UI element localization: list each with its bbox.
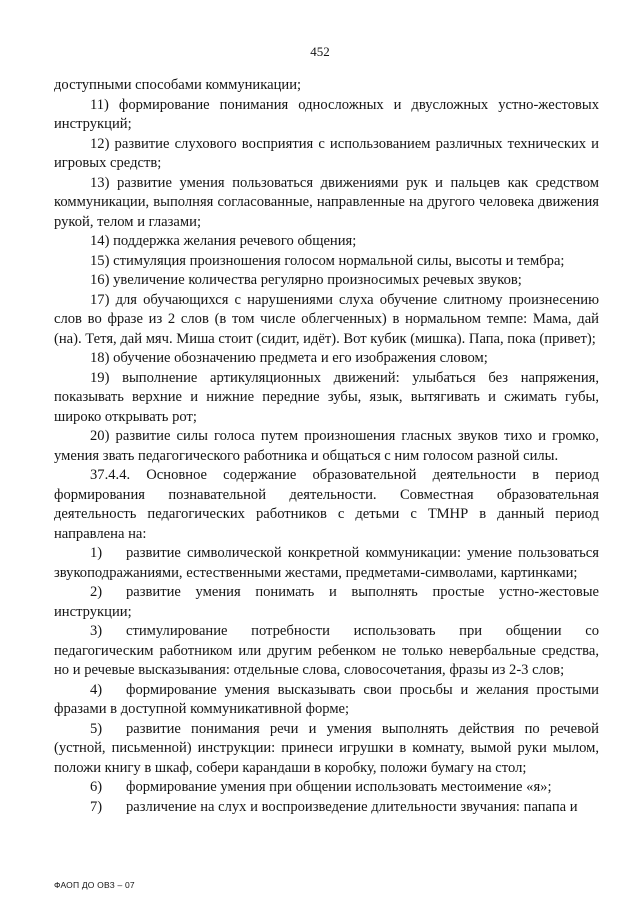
- list-item: [54, 798, 599, 818]
- paragraph: 19) выполнение артикуляционных движений: улыбаться без напряжения, показывать верхние и нижние передние зубы, язык, вытягивать и сжимать губы, широко открывать рот;: [54, 369, 599, 425]
- list-item-text: формирование умения высказывать свои просьбы и желания простыми фразами в доступной коммуникативной форме;: [54, 681, 599, 717]
- paragraph: доступными способами коммуникации;: [54, 77, 302, 93]
- paragraph: 11) формирование понимания односложных и двусложных устно-жестовых инструкций;: [54, 96, 599, 132]
- list-item-number: 7): [90, 798, 103, 815]
- list-item-number: 5): [90, 720, 103, 737]
- list-item-text: стимулирование потребности использовать при общении со педагогическим работником или другим ребенком не только невербальные средства, но и речевые высказывания: отдельные слова, словосочетания, фразы из 2-3 слов;: [54, 623, 599, 678]
- list-item-text: различение на слух и воспроизведение длительности звучания: папапа и: [126, 798, 578, 815]
- list-item: [54, 583, 599, 622]
- paragraph: 13) развитие умения пользоваться движениями рук и пальцев как средством коммуникации, выполняя согласованные, направленные на другого человека движения рукой, телом и глазами;: [54, 174, 599, 230]
- list-item-number: 2): [90, 584, 103, 600]
- list-item-text: формирование умения при общении использовать местоимение «я»;: [126, 779, 552, 795]
- list-item: [54, 778, 599, 798]
- body-text: [54, 76, 599, 817]
- list-item-text: развитие понимания речи и умения выполнять действия по речевой (устной, письменной) инструкции: принеси игрушки в комнату, вымой руки мылом, положи книгу в шкаф, собери карандаши в коробку, положи бумагу на стол;: [54, 720, 599, 776]
- paragraph: 12) развитие слухового восприятия с использованием различных технических и игровых средств;: [54, 135, 599, 171]
- list-item-number: 1): [90, 545, 103, 561]
- page-number: 452: [310, 44, 330, 59]
- section-paragraph: 37.4.4. Основное содержание образовательной деятельности в период формирования познавательной деятельности. Совместная образовательная деятельность педагогических работников с детьми с ТМНР в данный период направлена на:: [54, 467, 599, 542]
- footer-label: ФАОП ДО ОВЗ – 07: [54, 880, 135, 890]
- list-item-text: развитие символической конкретной коммуникации: умение пользоваться звукоподражаниями, естественными жестами, предметами-символами, картинками;: [54, 545, 599, 581]
- list-item: [54, 544, 599, 583]
- paragraph: 14) поддержка желания речевого общения;: [90, 233, 357, 249]
- paragraph: 16) увеличение количества регулярно произносимых речевых звуков;: [90, 272, 522, 288]
- list-item-text: развитие умения понимать и выполнять простые устно-жестовые инструкции;: [54, 584, 599, 620]
- list-item: [54, 622, 599, 681]
- list-item-number: 3): [90, 623, 103, 639]
- paragraph: 17) для обучающихся с нарушениями слуха обучение слитному произнесению слов во фразе из 2 слов (в том числе облегченных) в нормальном темпе: Мама, дай (на). Тетя, дай мяч. Миша стоит (сидит, идёт). Вот кубик (мишка). Папа, пока (привет);: [54, 291, 599, 347]
- paragraph: 18) обучение обозначению предмета и его изображения словом;: [90, 350, 488, 366]
- paragraph: 15) стимуляция произношения голосом нормальной силы, высоты и тембра;: [90, 252, 565, 269]
- list-item-number: 4): [90, 681, 103, 698]
- list-item: [54, 720, 599, 779]
- list-item: [54, 681, 599, 720]
- paragraph: 20) развитие силы голоса путем произношения гласных звуков тихо и громко, умения звать педагогического работника и общаться с ним голосом разной силы.: [54, 428, 599, 464]
- list-item-number: 6): [90, 779, 103, 795]
